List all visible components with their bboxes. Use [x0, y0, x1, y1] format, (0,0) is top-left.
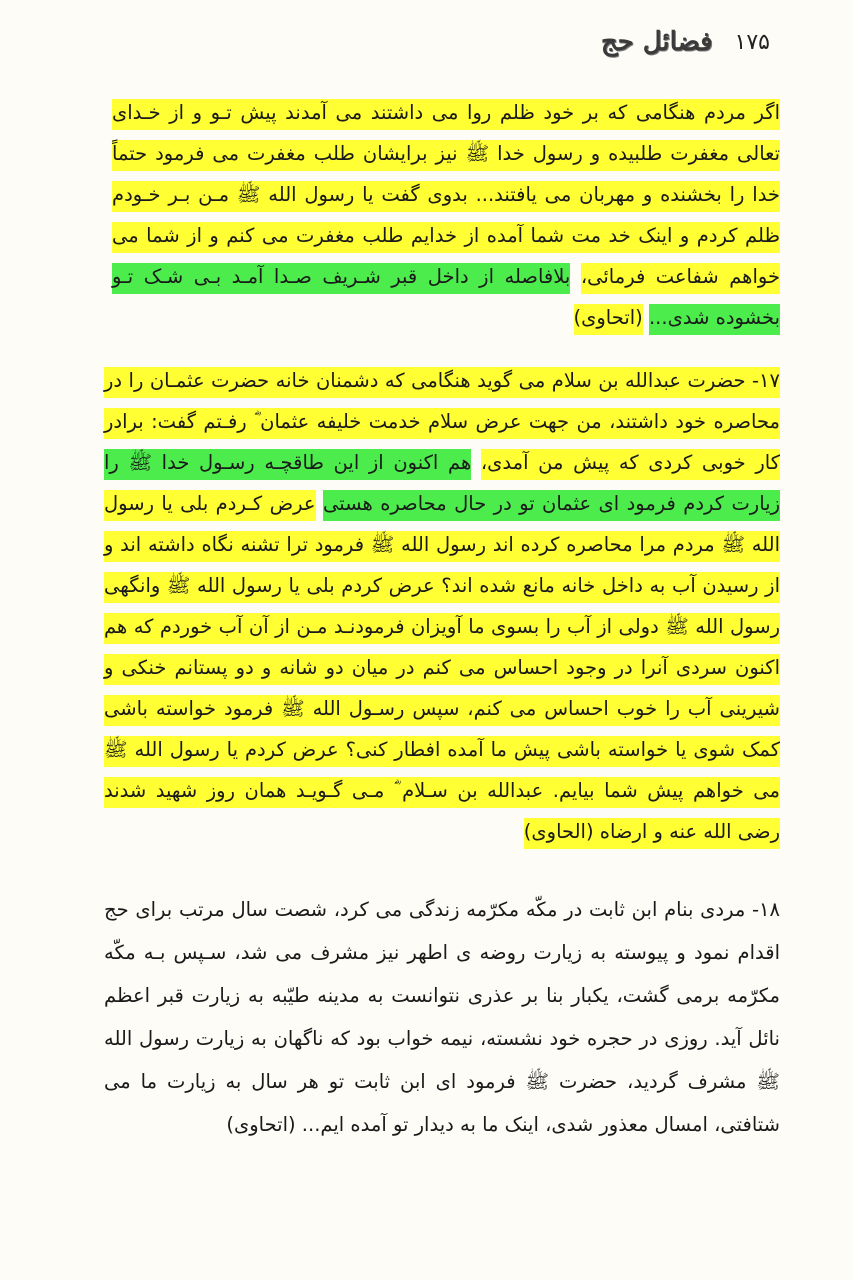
book-title: فضائل حج — [600, 27, 713, 57]
hadith-paragraph-2 — [104, 360, 780, 852]
page-number: ۱۷۵ — [734, 29, 770, 55]
highlight-yellow-text: عرض کـردم بلی یا رسول الله ﷺ مردم مرا محاصره کرده اند رسول الله ﷺ فرمود ترا تشنه نگاه داشته اند و از رسیدن آب به داخل خانه مانع شده اند؟ عرض کردم بلی یا رسول الله ﷺ وانگهی رسول الله ﷺ دولی از آب را بسوی ما آویزان فرمودنـد مـن از آن آب خوردم که هم اکنون سردی آنرا در وجود احساس می کنم در میان دو شانه و دو پستانم خنکی و شیرینی آب را خوب احساس می کنم، سپس رسـول الله ﷺ فرمود خواسته باشی کمک شوی یا خواسته باشی پیش ما آمده افطار کنی؟ عرض کردم یا رسول الله ﷺ می خواهم پیش شما بیایم. عبدالله بن سـلام ؓ مـی گـویـد همان روز شهید شدند رضی الله عنه و ارضاه (الحاوی) — [104, 490, 780, 849]
page-header — [530, 22, 770, 62]
source-citation: (اتحاوی) — [574, 304, 643, 335]
highlight-green-text: هم اکنون از این طاقچـه رسـول خدا ﷺ را زیارت کردم فرمود ای عثمان تو در حال محاصره هستی — [104, 449, 780, 521]
hadith-paragraph-1 — [112, 92, 780, 338]
hadith-paragraph-3 — [104, 888, 780, 1146]
paragraph-text: ۱۸- مردی بنام ابن ثابت در مکّه مکرّمه زندگی می کرد، شصت سال مرتب برای حج اقدام نمود و پیوسته به زیارت روضه ی اطهر نیز مشرف می شد، سـپس بـه مکّه مکرّمه برمی گشت، یکبار بنا بر عذری نتوانست به مدینه طیّبه به زیارت قبر اعظم نائل آید. روزی در حجره خود نشسته، نیمه خواب بود که ناگهان به زیارت رسول الله ﷺ مشرف گردید، حضرت ﷺ فرمود ای ابن ثابت تو هر سال به زیارت ما می شتافتی، امسال معذور شدی، اینک ما به دیدار تو آمده ایم... (اتحاوی) — [104, 898, 780, 1136]
highlight-yellow-text: اگر مردم هنگامی که بر خود ظلم روا می داشتند می آمدند پیش تـو و از خـدای تعالی مغفرت طلبیده و رسول خدا ﷺ نیز برایشان طلب مغفرت می فرمود حتماً خدا را بخشنده و مهربان می یافتند... بدوی گفت یا رسول الله ﷺ مـن بـر خـودم ظلم کردم و اینک خد مت شما آمده از خدایم طلب مغفرت می کنم و از شما می خواهم شفاعت فرمائی، — [112, 99, 780, 294]
highlight-yellow-text: ۱۷- حضرت عبدالله بن سلام می گوید هنگامی که دشمنان خانه حضرت عثمـان را در محاصره خود داشتند، من جهت عرض سلام خدمت خلیفه عثمان ؓ رفـتم گفت: برادر کار خوبی کردی که پیش من آمدی، — [104, 367, 780, 480]
highlight-green-text: بلافاصله از داخل قبر شـریف صـدا آمـد بـی شـک تـو بخشوده شدی... — [112, 263, 780, 335]
